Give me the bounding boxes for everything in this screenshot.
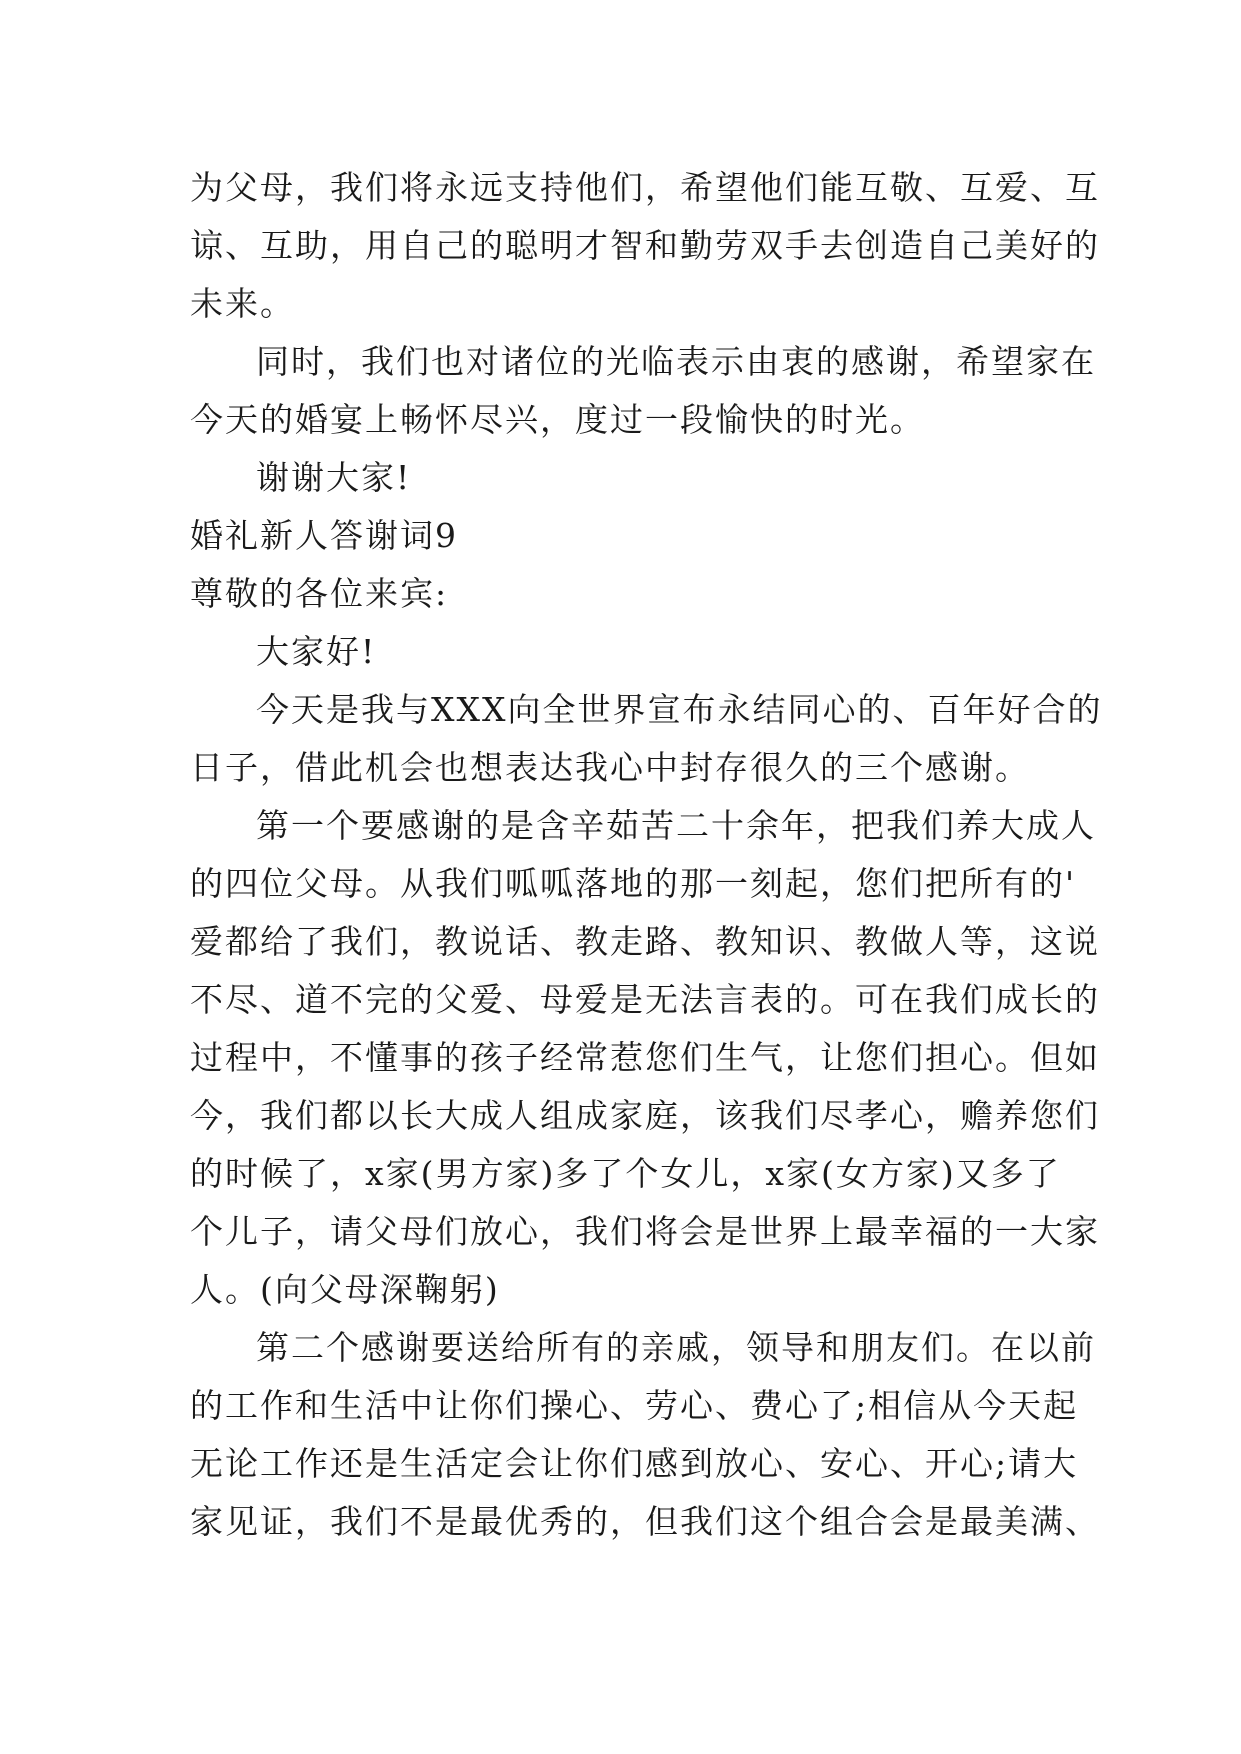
text-line: 为父母，我们将永远支持他们，希望他们能互敬、互爱、互 [190, 168, 1100, 207]
section-heading: 婚礼新人答谢词9 [190, 516, 458, 555]
text-line: 过程中，不懂事的孩子经常惹您们生气，让您们担心。但如 [190, 1038, 1100, 1077]
paragraph-start-line: 今天是我与XXX向全世界宣布永结同心的、百年好合的 [256, 690, 1103, 729]
text-line: 爱都给了我们，教说话、教走路、教知识、教做人等，这说 [190, 922, 1100, 961]
text-line: 的时候了，x家(男方家)多了个女儿，x家(女方家)又多了 [190, 1154, 1061, 1193]
text-line: 未来。 [190, 284, 295, 323]
text-line: 日子，借此机会也想表达我心中封存很久的三个感谢。 [190, 748, 1030, 787]
greeting: 大家好! [256, 632, 377, 671]
paragraph-start-line: 第一个要感谢的是含辛茹苦二十余年，把我们养大成人 [256, 806, 1096, 845]
text-line: 谅、互助，用自己的聪明才智和勤劳双手去创造自己美好的 [190, 226, 1100, 265]
text-line: 的四位父母。从我们呱呱落地的那一刻起，您们把所有的' [190, 864, 1077, 903]
closing-thanks: 谢谢大家! [256, 458, 412, 497]
salutation: 尊敬的各位来宾: [190, 574, 449, 613]
text-line: 今，我们都以长大成人组成家庭，该我们尽孝心，赡养您们 [190, 1096, 1100, 1135]
text-line: 不尽、道不完的父爱、母爱是无法言表的。可在我们成长的 [190, 980, 1100, 1019]
text-line: 人。(向父母深鞠躬) [190, 1270, 500, 1309]
paragraph-start-line: 同时，我们也对诸位的光临表示由衷的感谢，希望家在 [256, 342, 1096, 381]
paragraph-start-line: 第二个感谢要送给所有的亲戚，领导和朋友们。在以前 [256, 1328, 1096, 1367]
text-line: 无论工作还是生活定会让你们感到放心、安心、开心;请大 [190, 1444, 1079, 1483]
text-line: 今天的婚宴上畅怀尽兴，度过一段愉快的时光。 [190, 400, 925, 439]
text-line: 的工作和生活中让你们操心、劳心、费心了;相信从今天起 [190, 1386, 1079, 1425]
text-line: 家见证，我们不是最优秀的，但我们这个组合会是最美满、 [190, 1502, 1100, 1541]
text-line: 个儿子，请父母们放心，我们将会是世界上最幸福的一大家 [190, 1212, 1100, 1251]
